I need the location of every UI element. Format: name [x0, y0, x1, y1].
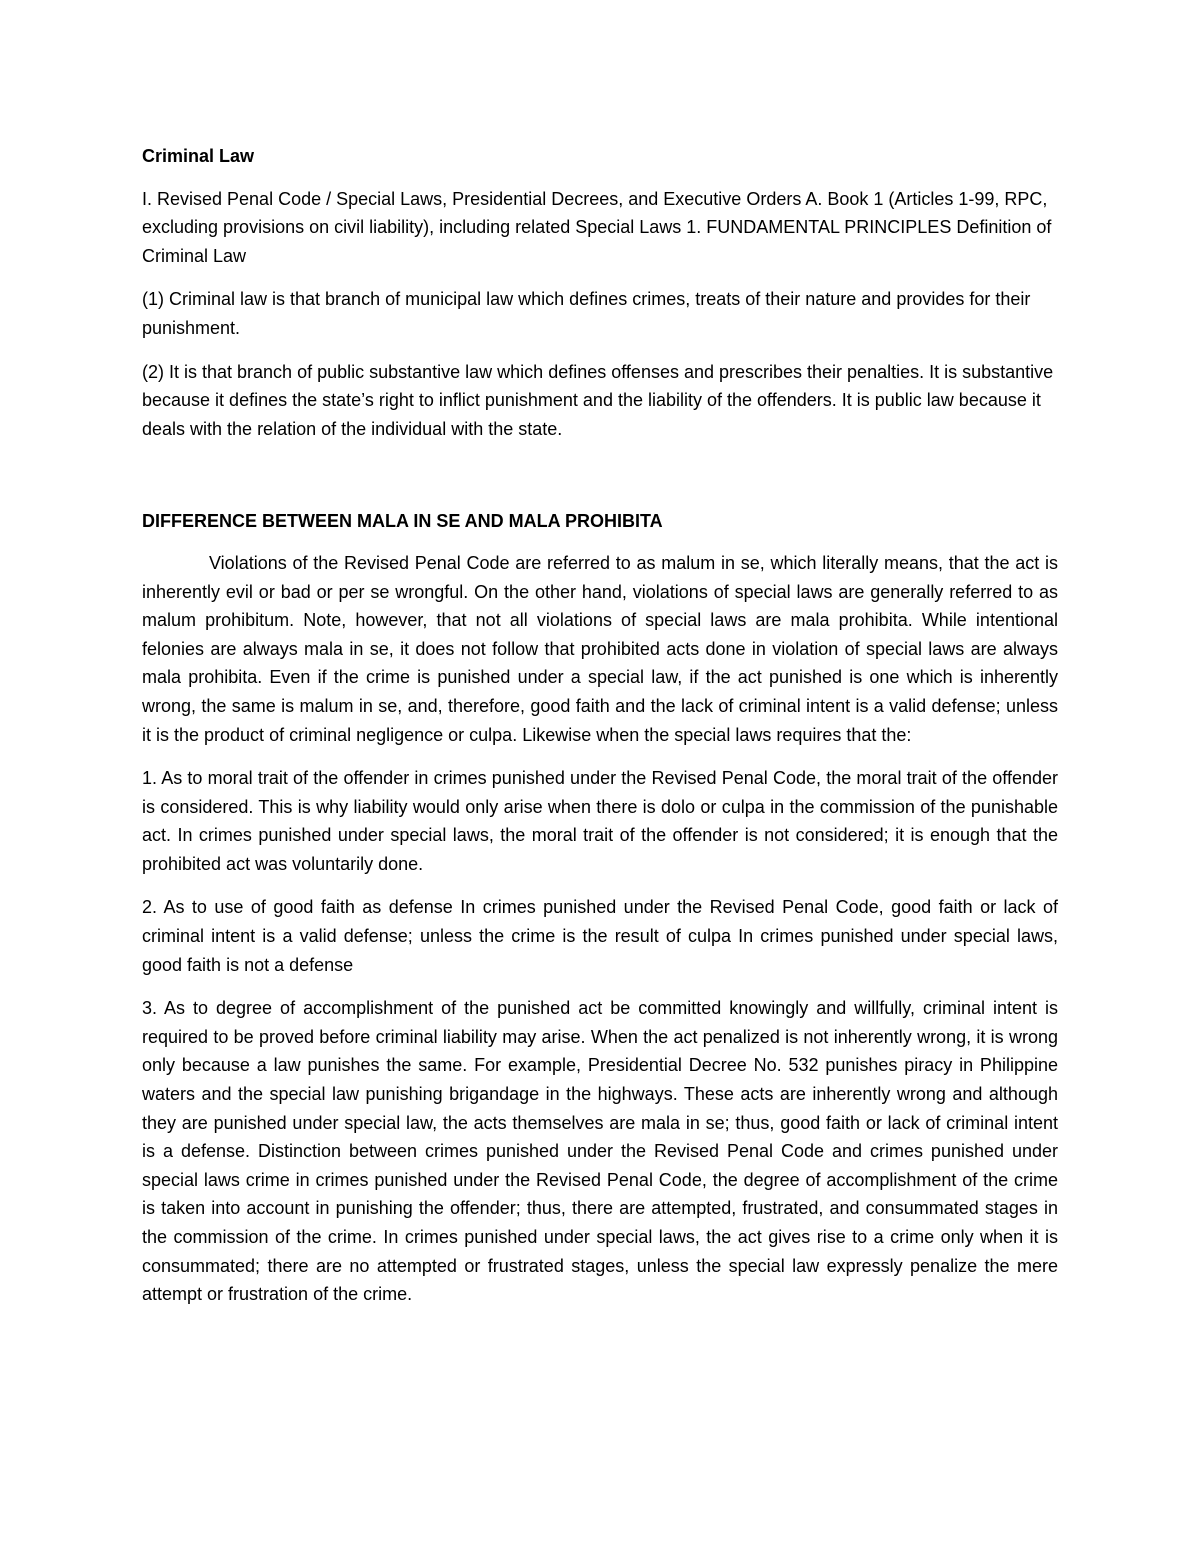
point-3-paragraph: 3. As to degree of accomplishment of the punished act be committed knowingly and willfully, criminal intent is required to be proved before criminal liability may arise. When the act penalized is not inherently wrong, it is wrong only because a law punishes the same. For example, Presidential Decree No. 532 punishes piracy in Philippine waters and the special law punishing brigandage in the highways. These acts are inherently wrong and although they are punished under special law, the acts themselves are mala in se; thus, good faith or lack of criminal intent is a defense. Distinction between crimes punished under the Revised Penal Code and crimes punished under special laws crime in crimes punished under the Revised Penal Code, the degree of accomplishment of the crime is taken into account in punishing the offender; thus, there are attempted, frustrated, and consummated stages in the commission of the crime. In crimes punished under special laws, the act gives rise to a crime only when it is consummated; there are no attempted or frustrated stages, unless the special law expressly penalize the mere attempt or frustration of the crime. — [142, 998, 1058, 1305]
section-heading: DIFFERENCE BETWEEN MALA IN SE AND MALA PROHIBITA — [142, 511, 663, 532]
definition-2-paragraph: (2) It is that branch of public substantive law which defines offenses and prescribes their penalties. It is substantive because it defines the state’s right to inflict punishment and the liability of the offenders. It is public law because it deals with the relation of the individual with the state. — [142, 361, 1054, 439]
intro-paragraph: I. Revised Penal Code / Special Laws, Presidential Decrees, and Executive Orders A. Book 1 (Articles 1-99, RPC, excluding provisions on civil liability), including related Special Laws 1. FUNDAMENTAL PRINCIPLES Definition of Criminal Law — [142, 188, 1052, 266]
point-2-paragraph: 2. As to use of good faith as defense In crimes punished under the Revised Penal Code, good faith or lack of criminal intent is a valid defense; unless the crime is the result of culpa In crimes punished under special laws, good faith is not a defense — [142, 897, 1058, 975]
document-title: Criminal Law — [142, 146, 255, 166]
document-body — [142, 142, 1058, 1324]
definition-1-paragraph: (1) Criminal law is that branch of municipal law which defines crimes, treats of their nature and provides for their punishment. — [142, 289, 1031, 338]
point-1-paragraph: 1. As to moral trait of the offender in crimes punished under the Revised Penal Code, the moral trait of the offender is considered. This is why liability would only arise when there is dolo or culpa in the commission of the punishable act. In crimes punished under special laws, the moral trait of the offender is not considered; it is enough that the prohibited act was voluntarily done. — [142, 768, 1058, 874]
section-body-paragraph: Violations of the Revised Penal Code are referred to as malum in se, which literally means, that the act is inherently evil or bad or per se wrongful. On the other hand, violations of special laws are generally referred to as malum prohibitum. Note, however, that not all violations of special laws are mala prohibita. While intentional felonies are always mala in se, it does not follow that prohibited acts done in violation of special laws are always mala prohibita. Even if the crime is punished under a special law, if the act punished is one which is inherently wrong, the same is malum in se, and, therefore, good faith and the lack of criminal intent is a valid defense; unless it is the product of criminal negligence or culpa. Likewise when the special laws requires that the: — [142, 552, 1058, 745]
